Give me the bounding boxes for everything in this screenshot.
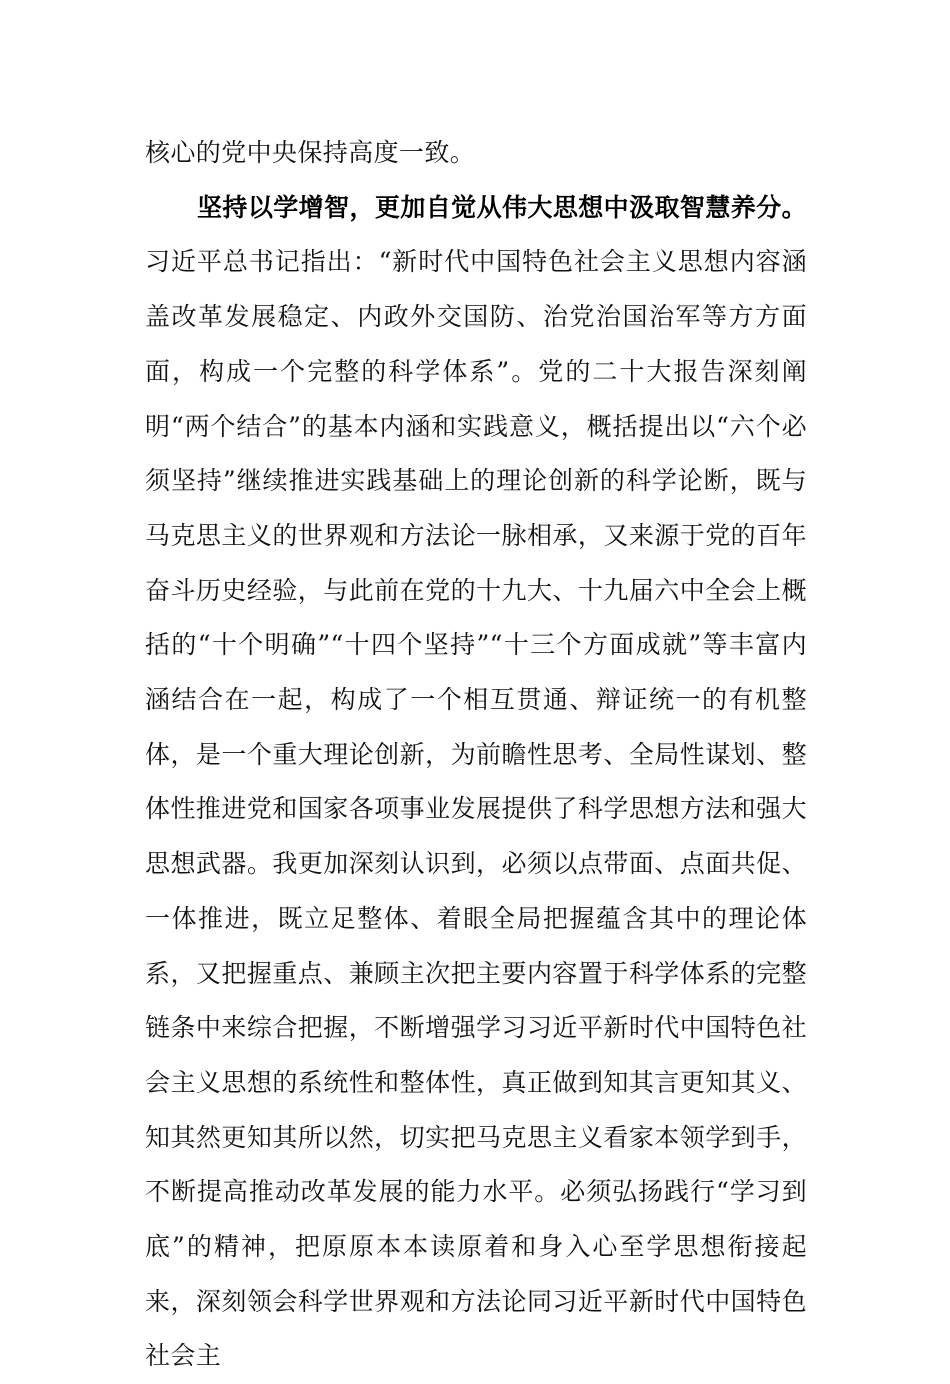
section-lead-heading: 坚持以学增智，更加自觉从伟大思想中汲取智慧养分。 xyxy=(197,192,807,222)
paragraph-section xyxy=(145,181,807,1384)
document-body xyxy=(145,126,807,1384)
section-body-text: 习近平总书记指出：“新时代中国特色社会主义思想内容涵盖改革发展稳定、内政外交国防、治党治国治军等方方面面，构成一个完整的科学体系”。党的二十大报告深刻阐明“两个结合”的基本内涵和实践意义，概括提出以“六个必须坚持”继续推进实践基础上的理论创新的科学论断，既与马克思主义的世界观和方法论一脉相承，又来源于党的百年奋斗历史经验，与此前在党的十九大、十九届六中全会上概括的“十个明确”“十四个坚持”“十三个方面成就”等丰富内涵结合在一起，构成了一个相互贯通、辩证统一的有机整体，是一个重大理论创新，为前瞻性思考、全局性谋划、整体性推进党和国家各项事业发展提供了科学思想方法和强大思想武器。我更加深刻认识到，必须以点带面、点面共促、一体推进，既立足整体、着眼全局把握蕴含其中的理论体系，又把握重点、兼顾主次把主要内容置于科学体系的完整链条中来综合把握，不断增强学习习近平新时代中国特色社会主义思想的系统性和整体性，真正做到知其言更知其义、知其然更知其所以然，切实把马克思主义看家本领学到手，不断提高推动改革发展的能力水平。必须弘扬践行“学习到底”的精神，把原原本本读原着和身入心至学思想衔接起来，深刻领会科学世界观和方法论同习近平新时代中国特色社会主 xyxy=(145,247,807,1371)
paragraph-1-text: 核心的党中央保持高度一致。 xyxy=(145,138,476,167)
paragraph-continuation xyxy=(145,126,807,181)
